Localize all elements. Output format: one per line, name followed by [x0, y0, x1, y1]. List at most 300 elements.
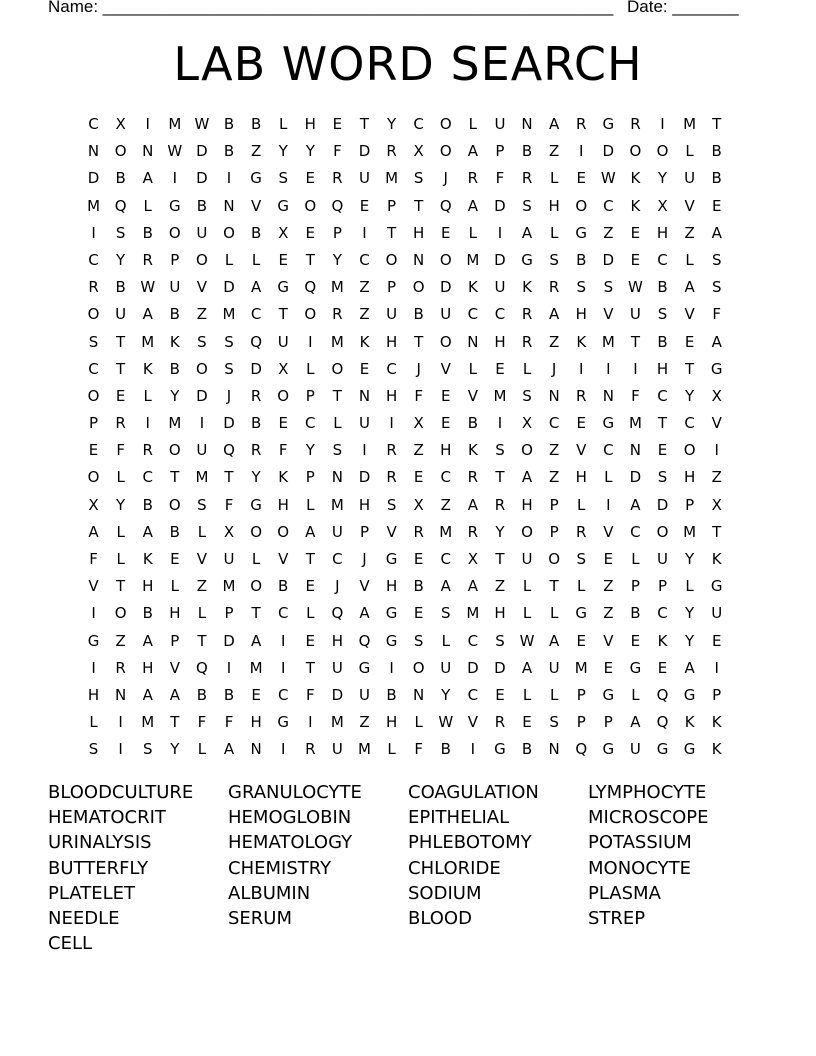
grid-letter: Z [115, 631, 126, 650]
grid-letter: I [280, 740, 286, 759]
grid-letter: A [467, 577, 478, 596]
grid-letter: H [358, 495, 371, 514]
grid-letter: M [330, 495, 344, 514]
word-list-row [48, 856, 768, 881]
grid-letter: O [114, 604, 127, 623]
grid-row [80, 492, 730, 519]
grid-letter: K [657, 631, 668, 650]
grid-letter: X [413, 414, 424, 433]
grid-letter: J [226, 386, 232, 405]
grid-letter: A [684, 278, 695, 297]
grid-letter: I [660, 115, 665, 133]
grid-letter: S [522, 386, 532, 405]
grid-letter: O [223, 223, 235, 242]
grid-letter: O [304, 196, 317, 215]
grid-letter: M [358, 740, 371, 759]
grid-letter: H [440, 441, 452, 460]
grid-letter: Z [549, 468, 560, 487]
grid-letter: R [332, 169, 343, 188]
grid-letter: A [521, 223, 533, 242]
grid-letter: B [576, 250, 587, 269]
grid-letter: P [657, 577, 668, 596]
grid-letter: D [196, 142, 208, 161]
grid-letter: Q [114, 196, 127, 215]
grid-letter: U [548, 658, 560, 677]
grid-letter: D [602, 250, 615, 269]
grid-letter: D [196, 169, 208, 188]
grid-letter: J [335, 577, 340, 596]
grid-letter: U [386, 305, 398, 324]
grid-letter: C [305, 414, 316, 433]
grid-letter: B [630, 604, 641, 623]
grid-letter: L [685, 250, 694, 269]
grid-letter: J [443, 169, 448, 188]
grid-letter: E [711, 196, 722, 215]
grid-row [80, 519, 730, 546]
grid-letter: O [196, 359, 208, 378]
grid-letter: L [89, 713, 98, 732]
grid-letter: I [118, 713, 123, 732]
grid-letter: K [711, 740, 722, 759]
grid-letter: M [466, 604, 480, 623]
grid-letter: I [308, 713, 313, 732]
grid-row [80, 193, 730, 220]
grid-letter: R [115, 414, 126, 433]
grid-letter: D [602, 142, 615, 161]
grid-letter: W [628, 278, 643, 297]
grid-letter: N [467, 332, 479, 351]
grid-letter: D [223, 278, 235, 297]
word-list-item: CHLORIDE [408, 857, 501, 879]
grid-letter: E [305, 223, 316, 242]
grid-letter: O [250, 522, 263, 541]
grid-letter: L [306, 604, 315, 623]
grid-letter: F [197, 713, 207, 732]
grid-letter: T [549, 577, 559, 596]
grid-letter: S [413, 169, 424, 188]
grid-letter: I [118, 740, 123, 759]
grid-letter: T [685, 359, 695, 378]
grid-letter: C [88, 359, 99, 378]
grid-letter: I [91, 604, 96, 623]
grid-letter: L [468, 359, 478, 378]
grid-letter: M [385, 169, 399, 188]
grid-letter: E [603, 658, 614, 677]
grid-letter: A [142, 631, 153, 650]
grid-letter: C [657, 386, 668, 405]
grid-letter: I [389, 658, 394, 677]
grid-letter: U [521, 550, 533, 568]
grid-letter: G [575, 223, 588, 242]
grid-letter: P [549, 495, 559, 514]
grid-letter: B [169, 359, 180, 378]
grid-letter: D [196, 386, 208, 405]
grid-letter: I [389, 414, 394, 433]
grid-letter: B [250, 223, 262, 242]
grid-letter: N [548, 740, 560, 759]
grid-letter: S [495, 631, 505, 650]
grid-letter: E [576, 414, 586, 433]
grid-letter: P [630, 577, 640, 596]
grid-letter: S [576, 550, 586, 568]
grid-letter: P [387, 196, 397, 215]
grid-letter: A [630, 713, 641, 732]
grid-letter: C [413, 115, 424, 133]
grid-letter: M [330, 713, 344, 732]
grid-letter: U [494, 278, 506, 297]
grid-letter: T [251, 604, 261, 623]
grid-letter: B [440, 740, 451, 759]
grid-letter: K [522, 278, 532, 297]
grid-letter: J [416, 359, 421, 378]
grid-letter: C [603, 441, 614, 460]
grid-letter: L [468, 115, 478, 133]
grid-letter: S [576, 278, 586, 297]
grid-letter: U [711, 604, 723, 623]
grid-letter: A [467, 495, 478, 514]
grid-letter: I [145, 115, 150, 133]
grid-letter: C [142, 468, 153, 487]
word-list-row [48, 906, 768, 931]
grid-letter: L [522, 685, 532, 704]
grid-letter: R [332, 305, 343, 324]
grid-letter: H [250, 713, 262, 732]
grid-letter: G [656, 740, 669, 759]
grid-letter: Q [196, 658, 208, 677]
word-list-item: HEMATOLOGY [228, 832, 353, 854]
grid-letter: I [470, 740, 476, 759]
grid-letter: O [196, 250, 208, 269]
grid-letter: L [143, 386, 152, 405]
word-list-item: SERUM [228, 907, 293, 929]
grid-letter: C [467, 685, 479, 704]
grid-letter: Z [359, 713, 370, 732]
grid-row [80, 356, 730, 383]
grid-letter: R [548, 278, 560, 297]
grid-letter: E [251, 685, 261, 704]
grid-letter: L [522, 604, 532, 623]
grid-letter: P [576, 713, 586, 732]
grid-letter: A [250, 631, 262, 650]
grid-letter: R [630, 115, 641, 133]
grid-letter: S [657, 305, 668, 324]
grid-letter: E [305, 577, 316, 596]
grid-letter: L [251, 550, 261, 568]
grid-letter: P [495, 142, 505, 161]
grid-row [80, 165, 730, 192]
word-list-row [48, 931, 768, 956]
grid-letter: V [196, 550, 208, 568]
grid-letter: Y [685, 604, 695, 623]
grid-letter: R [250, 386, 262, 405]
word-list-item: NEEDLE [48, 907, 120, 929]
grid-letter: B [467, 414, 478, 433]
word-list-item: MONOCYTE [588, 857, 691, 879]
grid-letter: V [386, 522, 397, 541]
grid-row [80, 410, 730, 437]
grid-letter: G [494, 740, 506, 759]
grid-letter: Y [251, 468, 261, 487]
word-list-item: GRANULOCYTE [228, 782, 362, 803]
grid-letter: O [548, 550, 561, 568]
grid-letter: I [606, 495, 611, 514]
grid-row [80, 220, 730, 247]
grid-row [80, 573, 730, 600]
grid-letter: K [576, 332, 587, 351]
grid-letter: S [115, 223, 126, 242]
grid-letter: W [600, 169, 616, 188]
grid-letter: V [603, 631, 614, 650]
grid-letter: O [439, 250, 452, 269]
grid-letter: D [358, 142, 371, 161]
grid-letter: B [142, 223, 153, 242]
grid-letter: F [224, 713, 234, 732]
grid-letter: P [603, 713, 613, 732]
grid-letter: T [359, 115, 370, 133]
grid-letter: F [278, 441, 288, 460]
grid-letter: H [277, 495, 289, 514]
grid-row [80, 138, 730, 165]
word-list-item: EPITHELIAL [408, 807, 510, 829]
grid-letter: E [305, 631, 316, 650]
grid-letter: S [522, 196, 532, 215]
grid-letter: H [385, 332, 398, 351]
grid-letter: T [495, 550, 505, 568]
grid-letter: M [466, 250, 480, 269]
grid-letter: L [306, 495, 315, 514]
grid-letter: H [521, 495, 533, 514]
grid-letter: T [170, 468, 180, 487]
grid-letter: G [385, 631, 398, 650]
grid-letter: T [712, 522, 722, 541]
grid-letter: H [87, 685, 100, 704]
grid-letter: Q [358, 631, 371, 650]
grid-letter: K [278, 468, 289, 487]
grid-letter: I [91, 658, 96, 677]
grid-letter: I [145, 414, 150, 433]
grid-letter: O [683, 441, 696, 460]
grid-letter: E [657, 441, 668, 460]
word-list-item: MICROSCOPE [588, 807, 709, 829]
grid-letter: C [684, 414, 695, 433]
word-list-item: HEMOGLOBIN [228, 807, 352, 829]
grid-letter: V [278, 550, 289, 568]
grid-letter: P [170, 631, 180, 650]
grid-letter: X [521, 414, 533, 433]
grid-row [80, 111, 730, 138]
grid-letter: P [332, 223, 342, 242]
grid-letter: K [467, 441, 478, 460]
grid-letter: B [142, 604, 153, 623]
grid-letter: W [438, 713, 454, 732]
word-list-item: BUTTERFLY [48, 857, 149, 879]
header-fields [48, 0, 739, 17]
grid-letter: T [170, 713, 180, 732]
grid-letter: Z [250, 142, 262, 161]
grid-letter: B [250, 115, 262, 133]
grid-letter: E [711, 631, 722, 650]
grid-letter: H [331, 631, 344, 650]
grid-letter: S [278, 169, 288, 188]
grid-letter: O [87, 386, 100, 405]
grid-letter: Q [250, 332, 263, 351]
grid-letter: P [549, 522, 559, 541]
grid-letter: Y [685, 550, 695, 568]
grid-letter: D [250, 359, 262, 378]
grid-letter: M [574, 658, 588, 677]
grid-letter: T [630, 332, 640, 351]
grid-letter: A [711, 332, 722, 351]
grid-letter: S [88, 332, 99, 351]
grid-letter: O [168, 223, 181, 242]
grid-letter: P [305, 468, 315, 487]
grid-letter: U [331, 740, 343, 759]
grid-letter: T [305, 658, 315, 677]
grid-letter: I [199, 414, 205, 433]
grid-letter: C [386, 359, 397, 378]
grid-letter: F [224, 495, 234, 514]
grid-letter: W [167, 142, 183, 161]
grid-letter: S [332, 441, 343, 460]
grid-letter: A [467, 142, 478, 161]
grid-letter: R [521, 169, 533, 188]
grid-letter: B [223, 685, 235, 704]
grid-letter: Q [304, 278, 317, 297]
grid-letter: Z [359, 305, 370, 324]
grid-letter: N [331, 468, 343, 487]
word-list-item: CELL [48, 933, 92, 955]
grid-letter: B [413, 577, 424, 596]
grid-letter: F [116, 441, 125, 460]
grid-letter: L [549, 685, 559, 704]
grid-letter: I [633, 359, 638, 378]
grid-letter: P [89, 414, 99, 433]
grid-letter: Z [196, 305, 208, 324]
grid-letter: N [223, 196, 235, 215]
grid-letter: S [549, 250, 559, 269]
grid-letter: V [684, 196, 695, 215]
grid-letter: G [169, 196, 181, 215]
grid-letter: G [602, 740, 615, 759]
grid-letter: U [358, 414, 370, 433]
grid-letter: G [710, 577, 723, 596]
grid-letter: G [602, 115, 615, 133]
grid-letter: A [684, 658, 695, 677]
grid-letter: L [577, 495, 586, 514]
grid-letter: A [250, 278, 262, 297]
grid-letter: G [602, 414, 615, 433]
grid-letter: V [250, 196, 262, 215]
grid-letter: L [631, 550, 640, 568]
grid-letter: L [631, 685, 640, 704]
grid-letter: U [169, 278, 181, 297]
grid-letter: D [656, 495, 669, 514]
grid-letter: N [250, 740, 262, 759]
grid-row [80, 437, 730, 464]
grid-letter: Z [711, 468, 722, 487]
grid-letter: R [386, 468, 397, 487]
grid-letter: M [141, 332, 155, 351]
grid-letter: R [576, 386, 587, 405]
grid-letter: O [168, 495, 181, 514]
grid-letter: H [494, 604, 506, 623]
grid-letter: B [278, 577, 289, 596]
grid-letter: A [142, 305, 153, 324]
word-list-item: PLATELET [48, 882, 135, 904]
grid-letter: A [88, 522, 99, 541]
grid-letter: H [656, 359, 669, 378]
grid-letter: U [629, 305, 641, 324]
grid-letter: Y [685, 386, 695, 405]
grid-letter: L [549, 169, 559, 188]
grid-letter: G [575, 604, 588, 623]
grid-letter: T [332, 386, 342, 405]
grid-letter: H [683, 468, 696, 487]
grid-letter: I [362, 441, 367, 460]
grid-letter: S [88, 740, 99, 759]
grid-letter: K [142, 359, 153, 378]
grid-letter: E [88, 441, 99, 460]
grid-letter: D [223, 631, 235, 650]
grid-letter: C [88, 250, 99, 269]
grid-letter: D [358, 468, 371, 487]
grid-letter: C [467, 305, 479, 324]
grid-letter: I [497, 414, 503, 433]
grid-letter: H [385, 386, 398, 405]
word-list-item: SODIUM [408, 882, 482, 904]
grid-letter: C [657, 250, 668, 269]
grid-letter: Z [684, 223, 695, 242]
grid-letter: D [629, 468, 642, 487]
grid-letter: B [169, 305, 180, 324]
grid-letter: A [169, 685, 180, 704]
grid-letter: L [251, 250, 261, 269]
grid-letter: A [467, 196, 478, 215]
grid-letter: G [683, 685, 696, 704]
grid-letter: M [439, 522, 453, 541]
grid-letter: B [413, 305, 424, 324]
grid-letter: L [197, 740, 207, 759]
grid-letter: A [549, 115, 560, 133]
grid-letter: O [277, 522, 290, 541]
grid-letter: B [169, 522, 180, 541]
grid-letter: E [441, 414, 451, 433]
grid-letter: Z [549, 142, 560, 161]
grid-letter: G [385, 604, 398, 623]
grid-letter: Q [656, 713, 669, 732]
grid-letter: T [414, 196, 424, 215]
grid-letter: X [467, 550, 478, 568]
grid-letter: T [116, 332, 126, 351]
grid-letter: O [385, 250, 398, 269]
grid-letter: A [521, 658, 533, 677]
grid-letter: R [576, 522, 587, 541]
grid-letter: M [683, 522, 697, 541]
grid-letter: S [495, 441, 505, 460]
word-list [48, 780, 768, 956]
grid-letter: R [305, 740, 316, 759]
grid-letter: L [197, 604, 207, 623]
grid-letter: A [630, 495, 641, 514]
grid-letter: E [630, 250, 641, 269]
grid-letter: Q [331, 604, 344, 623]
grid-letter: B [657, 278, 668, 297]
grid-letter: T [116, 577, 126, 596]
grid-letter: U [440, 658, 452, 677]
grid-letter: E [115, 386, 126, 405]
grid-letter: X [711, 495, 722, 514]
grid-letter: G [602, 685, 615, 704]
